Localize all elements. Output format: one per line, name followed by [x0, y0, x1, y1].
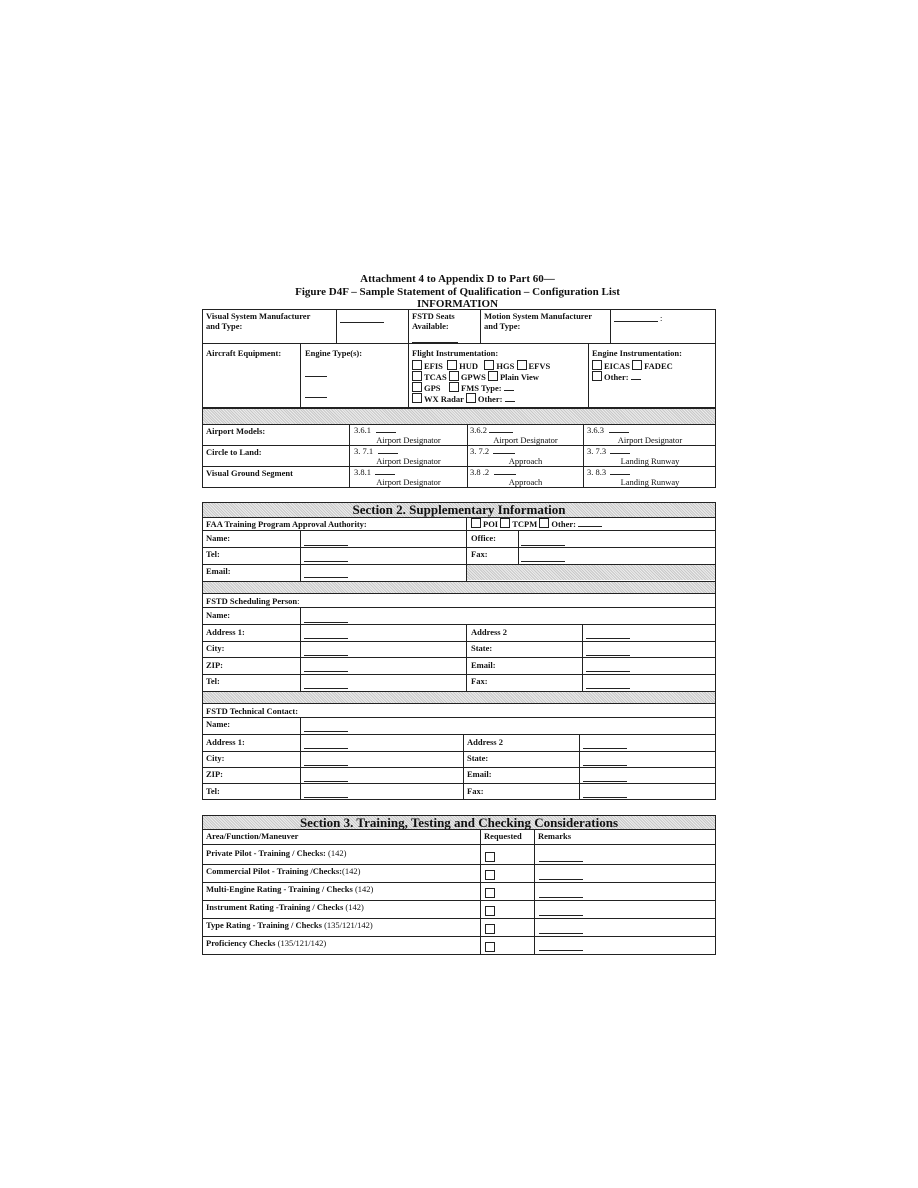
engine-instrumentation-label: Engine Instrumentation:: [592, 348, 682, 358]
airport-row3-c3: 3. 8.3: [587, 467, 607, 477]
technical-tel-field[interactable]: [304, 797, 348, 798]
other-engine-checkbox[interactable]: [592, 371, 602, 381]
airport-row2-c3: 3. 7.3: [587, 446, 607, 456]
poi-checkbox[interactable]: [471, 518, 481, 528]
col-area-header: Area/Function/Maneuver: [206, 831, 299, 841]
technical-email-field[interactable]: [583, 781, 627, 782]
scheduling-tel-field[interactable]: [304, 688, 348, 689]
technical-address1-field[interactable]: [304, 748, 348, 749]
scheduling-name-field[interactable]: [304, 622, 348, 623]
col-requested-header: Requested: [484, 831, 522, 841]
type-rating-checkbox[interactable]: [485, 924, 495, 934]
technical-tel-label: Tel:: [206, 786, 220, 796]
multi-engine-remarks[interactable]: [539, 897, 583, 898]
airport-row2-c1-sub: Airport Designator: [376, 456, 441, 466]
flight-instr-row-1: EFIS HUD HGS EFVS: [412, 360, 550, 371]
faa-fax-label: Fax:: [471, 549, 488, 559]
col-remarks-header: Remarks: [538, 831, 572, 841]
engine-instr-row-2: Other:: [592, 371, 641, 382]
technical-address2-field[interactable]: [583, 748, 627, 749]
gps-checkbox[interactable]: [412, 382, 422, 392]
technical-state-field[interactable]: [583, 765, 627, 766]
scheduling-person-label: FSTD Scheduling Person:: [206, 596, 300, 606]
scheduling-state-label: State:: [471, 643, 493, 653]
airport-row3-c1-sub: Airport Designator: [376, 477, 441, 487]
motion-colon: :: [660, 313, 663, 323]
faa-name-field[interactable]: [304, 545, 348, 546]
training-row-type-rating: Type Rating - Training / Checks (135/121/142): [206, 920, 373, 930]
airport-row1-c3: 3.6.3: [587, 425, 604, 435]
faa-authority-options: POI TCPM Other:: [471, 518, 602, 529]
fstd-seats-label: FSTD Seats: [412, 311, 455, 321]
wx-radar-checkbox[interactable]: [412, 393, 422, 403]
airport-row2-c2-sub: Approach: [508, 456, 543, 466]
header-line-2: Figure D4F – Sample Statement of Qualification – Configuration List: [295, 286, 620, 298]
airport-row2-c2: 3. 7.2: [470, 446, 490, 456]
plain-view-checkbox[interactable]: [488, 371, 498, 381]
gpws-checkbox[interactable]: [449, 371, 459, 381]
scheduling-city-field[interactable]: [304, 655, 348, 656]
flight-instr-row-2: TCAS GPWS Plain View: [412, 371, 539, 382]
scheduling-city-label: City:: [206, 643, 225, 653]
section3-title: Section 3. Training, Testing and Checking Considerations: [299, 815, 619, 830]
flight-instrumentation-label: Flight Instrumentation:: [412, 348, 499, 358]
technical-address1-label: Address 1:: [206, 737, 245, 747]
efvs-checkbox[interactable]: [517, 360, 527, 370]
technical-fax-field[interactable]: [583, 797, 627, 798]
section2-title: Section 2. Supplementary Information: [352, 502, 566, 517]
scheduling-address1-label: Address 1:: [206, 627, 245, 637]
eicas-checkbox[interactable]: [592, 360, 602, 370]
airport-row1-c1-sub: Airport Designator: [376, 435, 441, 445]
proficiency-checks-remarks[interactable]: [539, 950, 583, 951]
faa-tel-label: Tel:: [206, 549, 220, 559]
scheduling-address2-label: Address 2: [471, 627, 507, 637]
other-flight-checkbox[interactable]: [466, 393, 476, 403]
technical-name-label: Name:: [206, 719, 231, 729]
airport-row3-c2-sub: Approach: [508, 477, 543, 487]
technical-city-label: City:: [206, 753, 225, 763]
training-row-proficiency-checks: Proficiency Checks (135/121/142): [206, 938, 327, 948]
technical-email-label: Email:: [467, 769, 492, 779]
scheduling-zip-field[interactable]: [304, 671, 348, 672]
instrument-rating-checkbox[interactable]: [485, 906, 495, 916]
flight-instr-row-4: WX Radar Other:: [412, 393, 515, 404]
header-line-3: INFORMATION: [416, 298, 499, 310]
visual-system-label: Visual System Manufacturer: [206, 311, 311, 321]
faa-email-field[interactable]: [304, 577, 348, 578]
airport-row1-c2-sub: Airport Designator: [493, 435, 558, 445]
efis-checkbox[interactable]: [412, 360, 422, 370]
multi-engine-checkbox[interactable]: [485, 888, 495, 898]
faa-office-label: Office:: [471, 533, 497, 543]
technical-zip-label: ZIP:: [206, 769, 223, 779]
visual-ground-segment-label: Visual Ground Segment: [206, 468, 293, 478]
faa-name-label: Name:: [206, 533, 231, 543]
fms-checkbox[interactable]: [449, 382, 459, 392]
tcpm-checkbox[interactable]: [500, 518, 510, 528]
motion-system-label-2: and Type:: [484, 321, 521, 331]
technical-contact-label: FSTD Technical Contact:: [206, 706, 299, 716]
scheduling-fax-label: Fax:: [471, 676, 488, 686]
private-pilot-checkbox[interactable]: [485, 852, 495, 862]
commercial-pilot-checkbox[interactable]: [485, 870, 495, 880]
scheduling-address2-field[interactable]: [586, 638, 630, 639]
visual-system-field[interactable]: [340, 322, 384, 323]
technical-city-field[interactable]: [304, 765, 348, 766]
visual-system-label-2: and Type:: [206, 321, 243, 331]
engine-instr-row-1: EICAS FADEC: [592, 360, 673, 371]
scheduling-tel-label: Tel:: [206, 676, 220, 686]
flight-instr-row-3: GPS FMS Type:: [412, 382, 514, 393]
faa-approval-label: FAA Training Program Approval Authority:: [206, 519, 367, 529]
airport-models-label: Airport Models:: [206, 426, 266, 436]
scheduling-email-label: Email:: [471, 660, 496, 670]
fadec-checkbox[interactable]: [632, 360, 642, 370]
scheduling-fax-field[interactable]: [586, 688, 630, 689]
scheduling-state-field[interactable]: [586, 655, 630, 656]
aircraft-equipment-label: Aircraft Equipment:: [206, 348, 282, 358]
fstd-seats-label-2: Available:: [412, 321, 449, 331]
airport-row1-c2: 3.6.2: [470, 425, 487, 435]
tcas-checkbox[interactable]: [412, 371, 422, 381]
training-row-private-pilot: Private Pilot - Training / Checks: (142): [206, 848, 347, 858]
airport-row1-c1: 3.6.1: [354, 425, 371, 435]
training-row-commercial-pilot: Commercial Pilot - Training /Checks:(142): [206, 866, 361, 876]
hud-checkbox[interactable]: [447, 360, 457, 370]
scheduling-email-field[interactable]: [586, 671, 630, 672]
airport-row1-c3-sub: Airport Designator: [617, 435, 683, 445]
technical-name-field[interactable]: [304, 731, 348, 732]
technical-zip-field[interactable]: [304, 781, 348, 782]
airport-row3-c2: 3.8 .2: [470, 467, 490, 477]
engine-type-field-1[interactable]: [305, 376, 327, 377]
training-row-instrument-rating: Instrument Rating -Training / Checks (142): [206, 902, 364, 912]
private-pilot-remarks[interactable]: [539, 861, 583, 862]
faa-office-field[interactable]: [521, 545, 565, 546]
engine-type-field-2[interactable]: [305, 397, 327, 398]
airport-row3-c3-sub: Landing Runway: [620, 477, 680, 487]
scheduling-zip-label: ZIP:: [206, 660, 223, 670]
header-line-1: Attachment 4 to Appendix D to Part 60—: [360, 273, 555, 285]
motion-system-label: Motion System Manufacturer: [484, 311, 592, 321]
airport-row3-c1: 3.8.1: [354, 467, 371, 477]
type-rating-remarks[interactable]: [539, 933, 583, 934]
circle-to-land-label: Circle to Land:: [206, 447, 262, 457]
training-row-multi-engine: Multi-Engine Rating - Training / Checks (142): [206, 884, 374, 894]
faa-fax-field[interactable]: [521, 561, 565, 562]
motion-system-field[interactable]: [614, 321, 658, 322]
technical-fax-label: Fax:: [467, 786, 484, 796]
faa-tel-field[interactable]: [304, 561, 348, 562]
airport-row2-c3-sub: Landing Runway: [620, 456, 680, 466]
scheduling-address1-field[interactable]: [304, 638, 348, 639]
hgs-checkbox[interactable]: [484, 360, 494, 370]
commercial-pilot-remarks[interactable]: [539, 879, 583, 880]
proficiency-checks-checkbox[interactable]: [485, 942, 495, 952]
scheduling-name-label: Name:: [206, 610, 231, 620]
technical-address2-label: Address 2: [467, 737, 503, 747]
faa-email-label: Email:: [206, 566, 231, 576]
engine-types-label: Engine Type(s):: [305, 348, 363, 358]
airport-row2-c1: 3. 7.1: [354, 446, 374, 456]
other-authority-checkbox[interactable]: [539, 518, 549, 528]
technical-state-label: State:: [467, 753, 489, 763]
instrument-rating-remarks[interactable]: [539, 915, 583, 916]
